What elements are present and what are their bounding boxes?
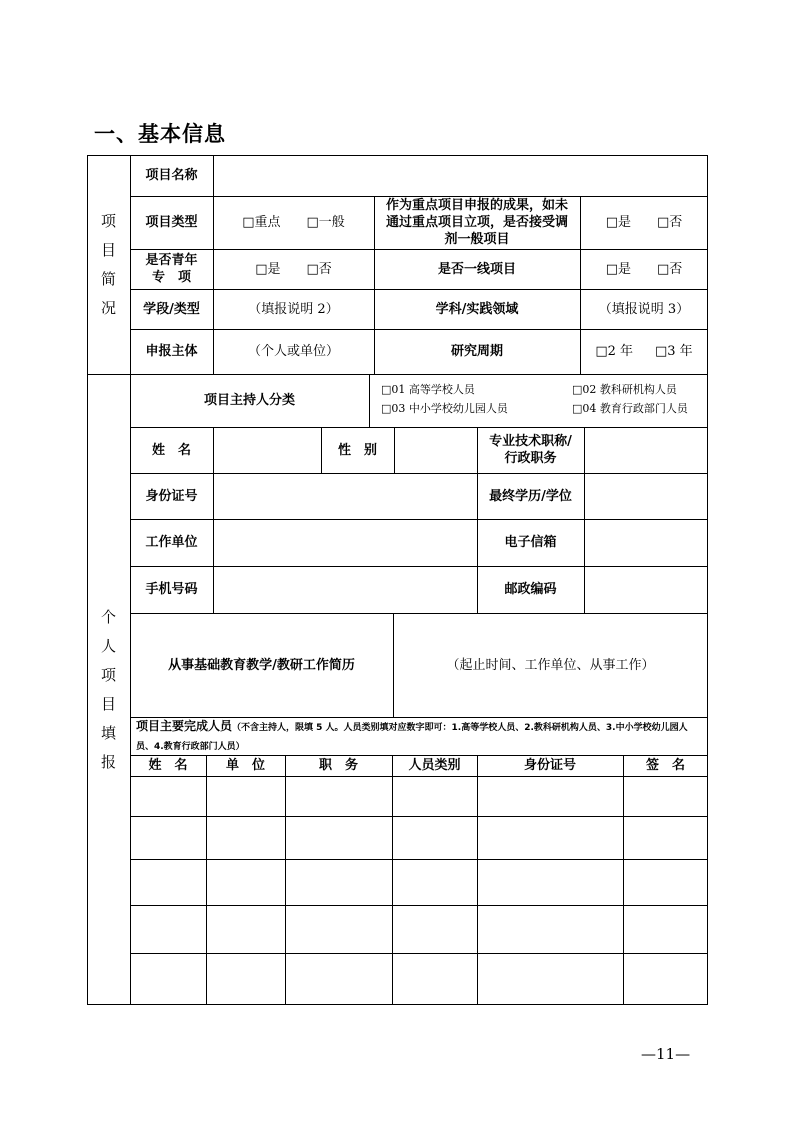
frontline-yes-checkbox[interactable]: □是: [605, 261, 631, 277]
project-type-options: [213, 196, 374, 249]
frontline-no-checkbox[interactable]: □否: [657, 261, 683, 277]
period-label: 研究周期: [450, 344, 503, 359]
email-label: 电子信箱: [504, 535, 557, 550]
project-overview-group-label: [87, 155, 130, 374]
members-col-name: 姓 名: [148, 758, 188, 773]
members-col-unit: 单 位: [225, 758, 265, 773]
host-cat-school-checkbox[interactable]: □03 中小学校幼儿园人员: [381, 402, 508, 415]
subject-label: 学科/实践领域: [435, 301, 519, 317]
member-row[interactable]: [130, 816, 708, 859]
members-col-position: 职 务: [318, 758, 358, 773]
youth-yes-checkbox[interactable]: □是: [255, 261, 281, 277]
section-title: 一、基本信息: [94, 122, 226, 146]
subject-field[interactable]: （填报说明 3）: [598, 301, 690, 317]
title-field[interactable]: [584, 427, 708, 473]
stage-label: 学段/类型: [143, 301, 200, 317]
youth-no-checkbox[interactable]: □否: [306, 261, 332, 277]
members-header: [136, 718, 702, 755]
accept-general-options: [580, 196, 708, 249]
education-label: 最终学历/学位: [489, 488, 572, 504]
gender-label: 性 别: [337, 442, 377, 458]
members-col-category: 人员类别: [408, 758, 461, 773]
member-row[interactable]: [130, 776, 708, 816]
period-2y-checkbox[interactable]: □2 年: [595, 344, 633, 359]
application-form: [87, 155, 708, 1005]
youth-label: 是否青年专 项: [145, 253, 198, 285]
employer-field[interactable]: [213, 519, 477, 566]
page-number: —11—: [641, 1045, 691, 1063]
accept-yes-checkbox[interactable]: □是: [605, 215, 631, 230]
host-category-options: [369, 374, 708, 427]
education-field[interactable]: [584, 473, 708, 519]
youth-options: [213, 249, 374, 289]
host-cat-research-checkbox[interactable]: □02 教科研机构人员: [572, 383, 677, 396]
member-row[interactable]: [130, 905, 708, 953]
gender-field[interactable]: [394, 427, 477, 473]
group-char: 项: [100, 665, 116, 684]
postcode-field[interactable]: [584, 566, 708, 613]
title-label: 专业技术职称/行政职务: [489, 434, 572, 466]
personal-group-label: [87, 374, 130, 1005]
group-char: 填: [100, 723, 116, 742]
accept-no-checkbox[interactable]: □否: [657, 215, 683, 230]
applicant-label: 申报主体: [145, 344, 198, 359]
accept-general-label: 作为重点项目申报的成果，如未通过重点项目立项，是否接受调剂一般项目: [385, 198, 568, 247]
members-col-id: 身份证号: [523, 758, 576, 773]
id-field[interactable]: [213, 473, 477, 519]
group-char: 个: [100, 607, 116, 626]
phone-field[interactable]: [213, 566, 477, 613]
host-cat-university-checkbox[interactable]: □01 高等学校人员: [381, 383, 475, 396]
id-label: 身份证号: [145, 488, 198, 504]
applicant-field[interactable]: （个人或单位）: [247, 344, 339, 359]
type-key-checkbox[interactable]: □重点: [242, 215, 281, 230]
email-field[interactable]: [584, 519, 708, 566]
name-field[interactable]: [213, 427, 321, 473]
members-title: 项目主要完成人员: [136, 719, 233, 733]
project-type-label: 项目类型: [145, 215, 198, 230]
group-char: 报: [100, 752, 116, 771]
host-cat-admin-checkbox[interactable]: □04 教育行政部门人员: [572, 402, 688, 415]
member-row[interactable]: [130, 859, 708, 905]
group-char: 简: [100, 269, 116, 288]
group-char: 目: [100, 240, 116, 259]
project-name-label: 项目名称: [145, 168, 198, 183]
period-3y-checkbox[interactable]: □3 年: [655, 344, 693, 359]
name-label: 姓 名: [151, 442, 191, 458]
postcode-label: 邮政编码: [504, 582, 557, 597]
group-char: 人: [100, 636, 116, 655]
project-name-field[interactable]: [213, 155, 708, 196]
phone-label: 手机号码: [145, 582, 198, 597]
group-char: 目: [100, 694, 116, 713]
host-category-label: 项目主持人分类: [203, 393, 295, 408]
group-char: 况: [100, 298, 116, 317]
members-col-signature: 签 名: [645, 758, 685, 773]
member-row[interactable]: [130, 953, 708, 1005]
members-note: （不含主持人，限填 5 人。人员类别填对应数字即可：1.高等学校人员、2.教科研机构人员、3.中小学校幼儿园人员、4.教育行政部门人员）: [136, 723, 688, 752]
employer-label: 工作单位: [145, 535, 198, 550]
period-options: [580, 329, 708, 374]
stage-field[interactable]: （填报说明 2）: [248, 301, 339, 317]
frontline-label: 是否一线项目: [437, 261, 516, 277]
resume-field[interactable]: （起止时间、工作单位、从事工作）: [446, 657, 655, 673]
group-char: 项: [100, 211, 116, 230]
type-general-checkbox[interactable]: □一般: [306, 215, 345, 230]
frontline-options: [580, 249, 708, 289]
resume-label: 从事基础教育教学/教研工作简历: [168, 657, 355, 673]
